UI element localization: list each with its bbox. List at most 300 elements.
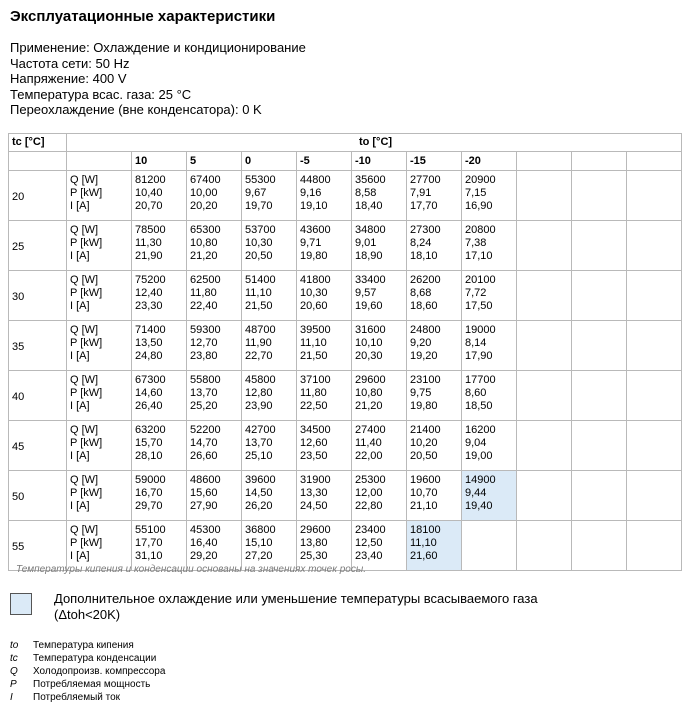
- empty-cell: [517, 221, 572, 271]
- value: 8,58: [355, 187, 377, 199]
- value-cell: [407, 221, 462, 271]
- row-label: P [kW]: [70, 387, 103, 399]
- value-cell: [132, 471, 187, 521]
- value: 15,70: [135, 437, 163, 449]
- value-cell: [407, 471, 462, 521]
- value: 7,38: [465, 237, 487, 249]
- value: 15,60: [190, 487, 218, 499]
- table-row: [9, 471, 682, 521]
- value: 52200: [190, 424, 221, 436]
- value: 10,30: [245, 237, 273, 249]
- empty-cell: [517, 421, 572, 471]
- row-labels-cell: [67, 521, 132, 571]
- value: 31,10: [135, 550, 163, 562]
- value-cell: [462, 171, 517, 221]
- value-cell: [297, 371, 352, 421]
- value-cell: [352, 171, 407, 221]
- row-labels-cell: [67, 371, 132, 421]
- row-label: I [A]: [70, 550, 90, 562]
- value: 11,80: [300, 387, 327, 399]
- value: 23,80: [190, 350, 218, 362]
- value-cell: [297, 471, 352, 521]
- value-cell: [462, 371, 517, 421]
- value: 21,90: [135, 250, 163, 262]
- value-cell: [462, 321, 517, 371]
- param-subcooling: Переохлаждение (вне конденсатора): 0 K: [10, 102, 262, 117]
- value-cell: [242, 421, 297, 471]
- value-cell: [462, 221, 517, 271]
- value: 26,60: [190, 450, 218, 462]
- value-cell: [132, 521, 187, 571]
- value-cell: [187, 221, 242, 271]
- value: 26,40: [135, 400, 163, 412]
- value: 19,70: [245, 200, 273, 212]
- value-cell: [132, 221, 187, 271]
- table-row: [9, 221, 682, 271]
- value: 21,20: [190, 250, 218, 262]
- value: 19,60: [355, 300, 383, 312]
- legend-line-1: Дополнительное охлаждение или уменьшение температуры всасываемого газа: [54, 591, 538, 606]
- value: 29600: [300, 524, 331, 536]
- legend-swatch: [10, 593, 32, 615]
- value: 48700: [245, 324, 276, 336]
- param-suction-gas-temp: Температура всас. газа: 25 °C: [10, 86, 192, 102]
- empty-header-cell: [67, 152, 132, 171]
- value: 19000: [465, 324, 496, 336]
- value: 24,50: [300, 500, 328, 512]
- value-cell: [187, 471, 242, 521]
- row-label: I [A]: [70, 250, 90, 262]
- value-cell: [187, 521, 242, 571]
- empty-cell: [462, 521, 517, 571]
- value-cell: [407, 271, 462, 321]
- value: 27300: [410, 224, 441, 236]
- empty-header-cell: [572, 152, 627, 171]
- value: 11,40: [355, 437, 382, 449]
- value: 10,80: [190, 237, 218, 249]
- row-label: Q [W]: [70, 424, 99, 436]
- row-label: P [kW]: [70, 437, 103, 449]
- value-cell: [242, 271, 297, 321]
- value-cell: [297, 321, 352, 371]
- symbol-row: [10, 665, 165, 678]
- legend-text: [54, 591, 538, 623]
- value: 20,50: [245, 250, 273, 262]
- empty-cell: [572, 471, 627, 521]
- empty-cell: [627, 221, 682, 271]
- symbol-desc: Холодопроизв. компрессора: [33, 666, 166, 677]
- table-row: [9, 371, 682, 421]
- to-header: to [°C]: [67, 134, 682, 152]
- row-label: P [kW]: [70, 537, 103, 549]
- value: 24800: [410, 324, 441, 336]
- value: 78500: [135, 224, 166, 236]
- value: 11,10: [410, 537, 437, 549]
- row-label: Q [W]: [70, 324, 99, 336]
- value-cell: [352, 471, 407, 521]
- value: 18100: [410, 524, 441, 536]
- value: 63200: [135, 424, 166, 436]
- table-header-row: [9, 134, 682, 152]
- value: 20,70: [135, 200, 163, 212]
- value: 21,20: [355, 400, 383, 412]
- value: 8,24: [410, 237, 432, 249]
- value: 27,90: [190, 500, 218, 512]
- value-cell: [352, 421, 407, 471]
- value-cell: [352, 221, 407, 271]
- symbol-desc: Температура кипения: [33, 640, 134, 651]
- empty-cell: [517, 471, 572, 521]
- row-label: I [A]: [70, 350, 90, 362]
- row-label: Q [W]: [70, 524, 99, 536]
- value: 9,20: [410, 337, 432, 349]
- symbol: to: [10, 640, 19, 651]
- value: 21,50: [245, 300, 273, 312]
- empty-cell: [627, 371, 682, 421]
- value: 23,40: [355, 550, 383, 562]
- value: 59300: [190, 324, 221, 336]
- value: 42700: [245, 424, 276, 436]
- symbol-row: [10, 652, 165, 665]
- value: 22,70: [245, 350, 273, 362]
- value: 9,67: [245, 187, 267, 199]
- row-label: P [kW]: [70, 337, 103, 349]
- tc-value: 55: [9, 521, 67, 571]
- tc-value: 45: [9, 421, 67, 471]
- value: 13,70: [190, 387, 218, 399]
- value: 14,70: [190, 437, 218, 449]
- value: 39500: [300, 324, 331, 336]
- value: 48600: [190, 474, 221, 486]
- value: 19,40: [465, 500, 493, 512]
- value: 19,80: [410, 400, 438, 412]
- value: 36800: [245, 524, 276, 536]
- row-label: Q [W]: [70, 474, 99, 486]
- value: 18,40: [355, 200, 383, 212]
- symbol-row: [10, 691, 165, 704]
- symbol-desc: Потребляемая мощность: [33, 679, 151, 690]
- value: 21,60: [410, 550, 438, 562]
- value: 25,20: [190, 400, 218, 412]
- value: 9,04: [465, 437, 487, 449]
- row-labels-cell: [67, 271, 132, 321]
- empty-cell: [627, 471, 682, 521]
- value: 11,80: [190, 287, 217, 299]
- value: 20,20: [190, 200, 218, 212]
- value: 10,30: [300, 287, 328, 299]
- symbol: Q: [10, 666, 18, 677]
- value-cell: [187, 271, 242, 321]
- row-label: I [A]: [70, 450, 90, 462]
- value-cell: [242, 371, 297, 421]
- empty-cell: [627, 271, 682, 321]
- value: 20,30: [355, 350, 383, 362]
- value: 26,20: [245, 500, 273, 512]
- value: 29,20: [190, 550, 218, 562]
- symbol: tc: [10, 653, 18, 664]
- value: 7,15: [465, 187, 487, 199]
- performance-table: [8, 133, 682, 571]
- value: 17,50: [465, 300, 493, 312]
- value: 19,10: [300, 200, 328, 212]
- value: 28,10: [135, 450, 163, 462]
- row-label: Q [W]: [70, 274, 99, 286]
- value: 22,50: [300, 400, 328, 412]
- value: 55300: [245, 174, 276, 186]
- value: 20800: [465, 224, 496, 236]
- value: 11,10: [300, 337, 327, 349]
- param-frequency: Частота сети: 50 Hz: [10, 55, 130, 71]
- value: 27700: [410, 174, 441, 186]
- empty-header-cell: [627, 152, 682, 171]
- row-label: I [A]: [70, 400, 90, 412]
- row-labels-cell: [67, 421, 132, 471]
- value: 9,57: [355, 287, 377, 299]
- to-value-header: 5: [187, 152, 242, 171]
- param-application: Применение: Охлаждение и кондиционирование: [10, 40, 306, 55]
- dew-point-note: Температуры кипения и конденсации основаны на значениях точек росы.: [16, 564, 366, 575]
- value-cell: [462, 421, 517, 471]
- value-cell: [242, 321, 297, 371]
- symbol: P: [10, 679, 17, 690]
- value: 8,68: [410, 287, 432, 299]
- empty-cell: [572, 171, 627, 221]
- value: 12,60: [300, 437, 328, 449]
- row-label: I [A]: [70, 200, 90, 212]
- empty-cell: [572, 271, 627, 321]
- value: 16,90: [465, 200, 493, 212]
- value: 81200: [135, 174, 166, 186]
- symbol-legend: [10, 639, 165, 704]
- value: 35600: [355, 174, 386, 186]
- to-value-header: -20: [462, 152, 517, 171]
- empty-cell: [517, 171, 572, 221]
- to-value-header: 0: [242, 152, 297, 171]
- value: 37100: [300, 374, 331, 386]
- table-row: [9, 421, 682, 471]
- legend-line-2: (Δtoh<20K): [54, 607, 121, 622]
- empty-cell: [517, 271, 572, 321]
- value: 16,70: [135, 487, 163, 499]
- value-cell: [242, 471, 297, 521]
- row-labels-cell: [67, 321, 132, 371]
- value: 10,40: [135, 187, 163, 199]
- value: 45300: [190, 524, 221, 536]
- value: 16200: [465, 424, 496, 436]
- value: 13,70: [245, 437, 273, 449]
- tc-value: 50: [9, 471, 67, 521]
- value: 14900: [465, 474, 496, 486]
- value: 19,00: [465, 450, 493, 462]
- value: 13,80: [300, 537, 328, 549]
- empty-cell: [572, 221, 627, 271]
- value: 12,80: [245, 387, 273, 399]
- empty-cell: [517, 371, 572, 421]
- value: 12,70: [190, 337, 218, 349]
- value: 10,10: [355, 337, 383, 349]
- row-label: Q [W]: [70, 174, 99, 186]
- value-cell: [462, 471, 517, 521]
- value: 75200: [135, 274, 166, 286]
- value: 20,50: [410, 450, 438, 462]
- table-row: [9, 271, 682, 321]
- empty-cell: [627, 521, 682, 571]
- value: 34500: [300, 424, 331, 436]
- row-label: I [A]: [70, 300, 90, 312]
- value-cell: [132, 421, 187, 471]
- value: 23,30: [135, 300, 163, 312]
- value: 22,40: [190, 300, 218, 312]
- value-cell: [187, 371, 242, 421]
- value: 20100: [465, 274, 496, 286]
- table-row: [9, 521, 682, 571]
- value: 17,10: [465, 250, 493, 262]
- row-labels-cell: [67, 171, 132, 221]
- to-value-header: -15: [407, 152, 462, 171]
- value-cell: [297, 521, 352, 571]
- row-label: P [kW]: [70, 487, 103, 499]
- empty-cell: [627, 171, 682, 221]
- value: 26200: [410, 274, 441, 286]
- empty-header-cell: [517, 152, 572, 171]
- tc-value: 35: [9, 321, 67, 371]
- empty-cell: [572, 321, 627, 371]
- value: 55100: [135, 524, 166, 536]
- empty-cell: [517, 321, 572, 371]
- value: 65300: [190, 224, 221, 236]
- value: 18,50: [465, 400, 493, 412]
- value: 19,80: [300, 250, 328, 262]
- value: 34800: [355, 224, 386, 236]
- value: 10,20: [410, 437, 438, 449]
- value: 13,50: [135, 337, 163, 349]
- value-cell: [132, 321, 187, 371]
- value-cell: [352, 521, 407, 571]
- value-cell: [407, 521, 462, 571]
- value: 9,16: [300, 187, 322, 199]
- value-cell: [132, 371, 187, 421]
- value: 23,90: [245, 400, 273, 412]
- value: 21,50: [300, 350, 328, 362]
- value: 20900: [465, 174, 496, 186]
- row-label: Q [W]: [70, 224, 99, 236]
- to-value-header: -10: [352, 152, 407, 171]
- value: 67300: [135, 374, 166, 386]
- value: 12,00: [355, 487, 383, 499]
- symbol-desc: Температура конденсации: [33, 653, 157, 664]
- value-cell: [187, 421, 242, 471]
- value: 31600: [355, 324, 386, 336]
- value: 10,70: [410, 487, 438, 499]
- value: 8,60: [465, 387, 487, 399]
- row-label: P [kW]: [70, 187, 103, 199]
- value: 17,70: [410, 200, 438, 212]
- empty-cell: [572, 371, 627, 421]
- value: 9,01: [355, 237, 377, 249]
- value: 33400: [355, 274, 386, 286]
- operating-params: [10, 40, 306, 118]
- symbol-row: [10, 639, 165, 652]
- symbol: I: [10, 692, 13, 703]
- value-cell: [407, 321, 462, 371]
- value-cell: [297, 171, 352, 221]
- param-voltage: Напряжение: 400 V: [10, 71, 127, 86]
- value: 12,40: [135, 287, 163, 299]
- value-cell: [242, 521, 297, 571]
- value-cell: [132, 171, 187, 221]
- value-cell: [297, 421, 352, 471]
- value: 29600: [355, 374, 386, 386]
- value: 71400: [135, 324, 166, 336]
- value: 43600: [300, 224, 331, 236]
- value: 31900: [300, 474, 331, 486]
- to-values-row: [9, 152, 682, 171]
- value: 18,90: [355, 250, 383, 262]
- value: 14,50: [245, 487, 273, 499]
- tc-value: 30: [9, 271, 67, 321]
- value: 17700: [465, 374, 496, 386]
- value: 17,90: [465, 350, 493, 362]
- value-cell: [407, 371, 462, 421]
- row-label: I [A]: [70, 500, 90, 512]
- value: 12,50: [355, 537, 383, 549]
- value: 11,30: [135, 237, 162, 249]
- value: 29,70: [135, 500, 163, 512]
- empty-cell: [627, 321, 682, 371]
- symbol-desc: Потребляемый ток: [33, 692, 121, 703]
- value: 18,60: [410, 300, 438, 312]
- table-row: [9, 171, 682, 221]
- value: 9,71: [300, 237, 322, 249]
- empty-cell: [572, 521, 627, 571]
- value: 11,10: [245, 287, 272, 299]
- table-row: [9, 321, 682, 371]
- value-cell: [407, 171, 462, 221]
- value: 19600: [410, 474, 441, 486]
- value: 10,80: [355, 387, 383, 399]
- row-label: P [kW]: [70, 237, 103, 249]
- empty-cell: [517, 521, 572, 571]
- value: 25,30: [300, 550, 328, 562]
- tc-value: 25: [9, 221, 67, 271]
- empty-cell: [572, 421, 627, 471]
- value: 25300: [355, 474, 386, 486]
- value: 27,20: [245, 550, 273, 562]
- value-cell: [242, 221, 297, 271]
- value: 20,60: [300, 300, 328, 312]
- empty-cell: [627, 421, 682, 471]
- value: 23,50: [300, 450, 328, 462]
- value: 9,44: [465, 487, 487, 499]
- row-label: Q [W]: [70, 374, 99, 386]
- value: 17,70: [135, 537, 163, 549]
- value: 16,40: [190, 537, 218, 549]
- value: 45800: [245, 374, 276, 386]
- value: 27400: [355, 424, 386, 436]
- value-cell: [462, 271, 517, 321]
- value: 15,10: [245, 537, 273, 549]
- value: 23400: [355, 524, 386, 536]
- to-value-header: 10: [132, 152, 187, 171]
- value: 59000: [135, 474, 166, 486]
- value: 25,10: [245, 450, 273, 462]
- value: 7,91: [410, 187, 432, 199]
- value: 10,00: [190, 187, 218, 199]
- value: 9,75: [410, 387, 432, 399]
- value: 55800: [190, 374, 221, 386]
- value-cell: [407, 421, 462, 471]
- value: 8,14: [465, 337, 487, 349]
